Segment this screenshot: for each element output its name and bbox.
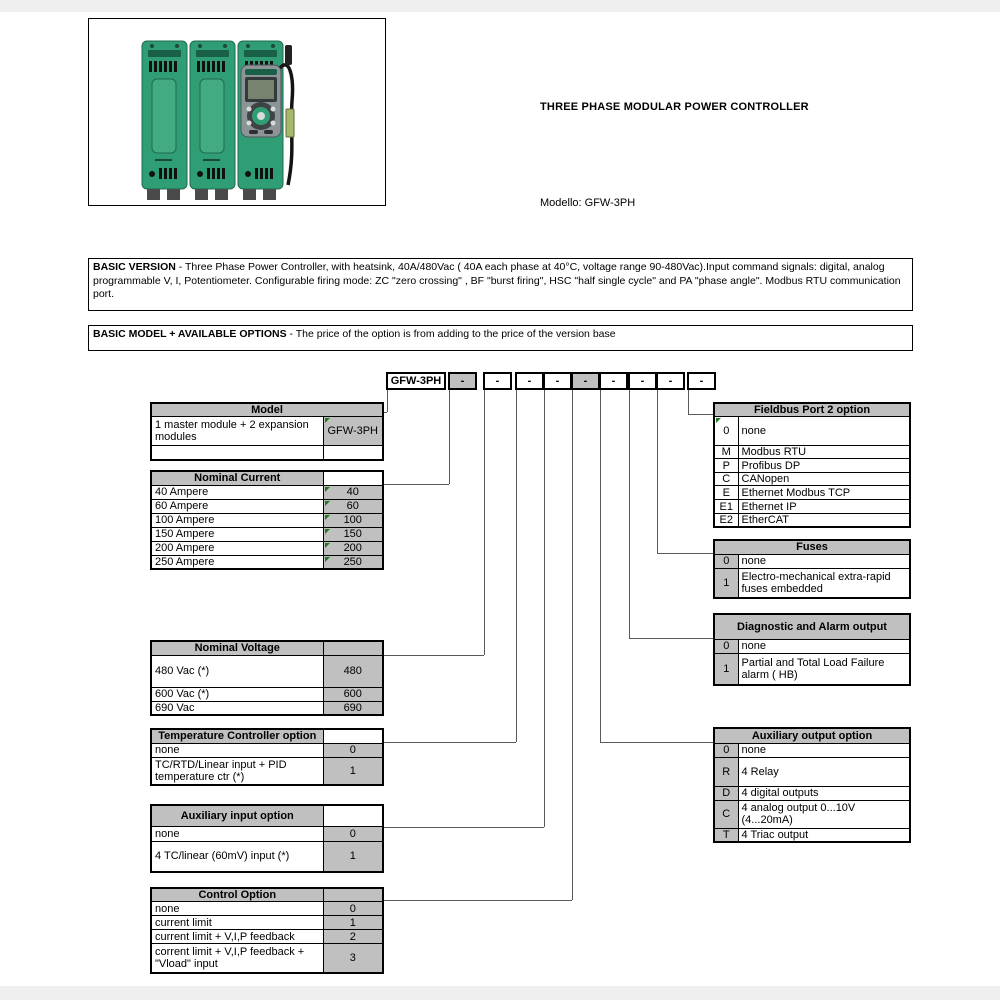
connector-horizontal-4 — [382, 742, 516, 743]
basic-model-label: BASIC MODEL + AVAILABLE OPTIONS — [93, 328, 287, 340]
table-header-spacer — [323, 641, 383, 655]
table-fuses — [713, 539, 911, 599]
option-code: 0 — [714, 554, 738, 568]
excel-comment-marker — [325, 501, 330, 506]
table-row — [714, 473, 910, 486]
table-header: Nominal Voltage — [151, 641, 323, 655]
option-label: 600 Vac (*) — [151, 687, 323, 701]
option-label: 150 Ampere — [151, 527, 323, 541]
connector-vertical-6 — [572, 390, 573, 900]
table-header-spacer — [323, 729, 383, 743]
table-header-row — [151, 403, 383, 417]
table-row — [151, 541, 383, 555]
connector-horizontal-6 — [382, 900, 572, 901]
option-label: CANopen — [738, 473, 910, 486]
order-code-base: GFW-3PH — [386, 372, 446, 390]
option-label: current limit + V,I,P feedback — [151, 930, 323, 944]
option-code: 0 — [714, 743, 738, 757]
connector-horizontal-9 — [657, 553, 713, 554]
option-code: 0 — [323, 743, 383, 757]
connector-horizontal-10 — [688, 414, 713, 415]
table-header-spacer — [323, 805, 383, 826]
option-code: P — [714, 459, 738, 473]
option-code: E1 — [714, 500, 738, 514]
table-temp-controller — [150, 728, 384, 786]
table-row — [714, 653, 910, 685]
table-row — [714, 639, 910, 653]
model-line: Modello: GFW-3PH — [540, 197, 636, 209]
order-code-slot-8: - — [656, 372, 685, 390]
excel-comment-marker — [325, 487, 330, 492]
option-code: T — [714, 828, 738, 842]
option-label: Partial and Total Load Failure alarm ( HB) — [738, 653, 910, 685]
table-row — [714, 568, 910, 598]
connector-vertical-4 — [516, 390, 517, 742]
connector-vertical-5 — [544, 390, 545, 827]
option-label: Ethernet Modbus TCP — [738, 486, 910, 500]
option-code: D — [714, 786, 738, 800]
table-model — [150, 402, 384, 461]
option-code: 60 — [323, 499, 383, 513]
option-code: 0 — [323, 826, 383, 841]
option-code: 1 — [323, 757, 383, 785]
option-label: 250 Ampere — [151, 555, 323, 569]
option-label: none — [151, 902, 323, 916]
table-row — [714, 486, 910, 500]
table-header: Control Option — [151, 888, 323, 902]
option-label: 4 analog output 0...10V (4...20mA) — [738, 800, 910, 828]
option-label: 4 TC/linear (60mV) input (*) — [151, 841, 323, 872]
table-row — [714, 446, 910, 459]
table-header-row — [151, 641, 383, 655]
option-code: 1 — [323, 916, 383, 930]
table-row — [714, 459, 910, 473]
excel-comment-marker — [716, 418, 721, 423]
table-header: Nominal Current — [151, 471, 323, 485]
basic-version-block — [88, 258, 913, 311]
connector-vertical-2 — [449, 390, 450, 484]
table-row — [151, 513, 383, 527]
table-row — [151, 826, 383, 841]
table-row — [714, 514, 910, 528]
table-header-row — [151, 805, 383, 826]
table-row — [151, 916, 383, 930]
option-label: TC/RTD/Linear input + PID temperature ctr (*) — [151, 757, 323, 785]
basic-model-text: - The price of the option is from adding to the price of the version base — [286, 328, 616, 340]
option-code: 200 — [323, 541, 383, 555]
option-label: none — [151, 743, 323, 757]
option-code: 600 — [323, 687, 383, 701]
table-header: Auxiliary output option — [714, 728, 910, 743]
table-header-row — [714, 540, 910, 554]
option-label: none — [738, 743, 910, 757]
table-row — [151, 930, 383, 944]
option-code — [323, 446, 383, 460]
basic-model-block — [88, 325, 913, 351]
option-label: 690 Vac — [151, 701, 323, 715]
table-header-spacer — [323, 888, 383, 902]
option-label: Modbus RTU — [738, 446, 910, 459]
table-aux-output — [713, 727, 911, 843]
option-label: 100 Ampere — [151, 513, 323, 527]
connector-vertical-1 — [387, 390, 388, 412]
option-label — [151, 446, 323, 460]
option-label: Profibus DP — [738, 459, 910, 473]
table-row — [151, 944, 383, 973]
connector-horizontal-7 — [600, 742, 713, 743]
option-label: 4 Triac output — [738, 828, 910, 842]
connector-vertical-10 — [688, 390, 689, 414]
table-header: Fuses — [714, 540, 910, 554]
table-row — [151, 555, 383, 569]
table-header-row — [714, 403, 910, 417]
excel-comment-marker — [325, 529, 330, 534]
option-code: E2 — [714, 514, 738, 528]
option-code: 0 — [714, 639, 738, 653]
option-code: R — [714, 757, 738, 786]
order-code-slot-4: - — [543, 372, 572, 390]
option-label: none — [738, 417, 910, 446]
option-label: 200 Ampere — [151, 541, 323, 555]
table-header-row — [151, 471, 383, 485]
option-code: 150 — [323, 527, 383, 541]
table-header: Fieldbus Port 2 option — [714, 403, 910, 417]
order-code-slot-2: - — [483, 372, 512, 390]
option-label: corrent limit + V,I,P feedback + "Vload" input — [151, 944, 323, 973]
option-label: current limit — [151, 916, 323, 930]
table-row — [151, 701, 383, 715]
option-code: 1 — [714, 568, 738, 598]
option-code: 250 — [323, 555, 383, 569]
option-code: C — [714, 473, 738, 486]
page-title: THREE PHASE MODULAR POWER CONTROLLER — [540, 101, 809, 113]
option-code: 690 — [323, 701, 383, 715]
table-row — [151, 902, 383, 916]
table-row — [714, 500, 910, 514]
excel-comment-marker — [325, 418, 330, 423]
option-label: Electro-mechanical extra-rapid fuses embedded — [738, 568, 910, 598]
option-label: none — [738, 639, 910, 653]
option-code: 1 — [323, 841, 383, 872]
table-header-row — [151, 729, 383, 743]
table-row — [151, 841, 383, 872]
excel-comment-marker — [325, 515, 330, 520]
option-label: none — [738, 554, 910, 568]
option-label: 4 Relay — [738, 757, 910, 786]
table-row — [151, 527, 383, 541]
option-code: 0 — [323, 902, 383, 916]
option-code: 0 — [714, 417, 738, 446]
order-code-slot-1: - — [448, 372, 477, 390]
connector-horizontal-5 — [382, 827, 544, 828]
option-label: none — [151, 826, 323, 841]
excel-comment-marker — [325, 543, 330, 548]
option-label: 4 digital outputs — [738, 786, 910, 800]
option-label: 480 Vac (*) — [151, 655, 323, 687]
table-row — [714, 554, 910, 568]
option-code: M — [714, 446, 738, 459]
table-header-spacer — [323, 471, 383, 485]
connector-vertical-7 — [600, 390, 601, 742]
table-row — [151, 499, 383, 513]
table-header-row — [151, 888, 383, 902]
table-header-row — [714, 614, 910, 639]
table-header: Diagnostic and Alarm output — [714, 614, 910, 639]
option-label: 40 Ampere — [151, 485, 323, 499]
table-nominal-voltage — [150, 640, 384, 716]
table-header: Temperature Controller option — [151, 729, 323, 743]
order-code-slot-3: - — [515, 372, 544, 390]
page-margin-top — [0, 0, 1000, 12]
table-row — [151, 485, 383, 499]
table-control-option — [150, 887, 384, 974]
order-code-slot-7: - — [628, 372, 657, 390]
option-code: 480 — [323, 655, 383, 687]
option-code: 2 — [323, 930, 383, 944]
option-code: GFW-3PH — [323, 417, 383, 446]
table-row — [714, 743, 910, 757]
table-row — [151, 446, 383, 460]
connector-vertical-8 — [629, 390, 630, 638]
table-row — [151, 687, 383, 701]
product-image — [89, 19, 385, 205]
option-label: 60 Ampere — [151, 499, 323, 513]
table-diagnostic — [713, 613, 911, 686]
table-header-row — [714, 728, 910, 743]
page-margin-bottom — [0, 986, 1000, 1000]
table-row — [714, 800, 910, 828]
table-row — [151, 655, 383, 687]
table-header: Auxiliary input option — [151, 805, 323, 826]
table-row — [714, 786, 910, 800]
connector-horizontal-3 — [382, 655, 484, 656]
option-code: 1 — [714, 653, 738, 685]
basic-version-label: BASIC VERSION — [93, 261, 176, 273]
option-code: 3 — [323, 944, 383, 973]
table-header: Model — [151, 403, 383, 417]
product-image-frame — [88, 18, 386, 206]
excel-comment-marker — [325, 557, 330, 562]
connector-horizontal-8 — [629, 638, 713, 639]
table-row — [151, 743, 383, 757]
option-label: 1 master module + 2 expansion modules — [151, 417, 323, 446]
order-code-slot-5: - — [571, 372, 600, 390]
table-row — [151, 757, 383, 785]
basic-version-text: - Three Phase Power Controller, with heatsink, 40A/480Vac ( 40A each phase at 40°C, voltage range 90-480Vac).Input command signals: digital, analog programmable V, I, Potentiometer. Configurable firing mode: ZC "zero crossing" , BF "burst firing", HSC "half single cycle" and PA "phase angle". Modbus RTU communication port. — [93, 261, 901, 301]
option-code: C — [714, 800, 738, 828]
table-nominal-current — [150, 470, 384, 570]
connector-vertical-9 — [657, 390, 658, 553]
table-aux-input — [150, 804, 384, 873]
option-code: 40 — [323, 485, 383, 499]
option-code: 100 — [323, 513, 383, 527]
connector-horizontal-2 — [382, 484, 449, 485]
table-row — [151, 417, 383, 446]
table-row — [714, 417, 910, 446]
option-label: Ethernet IP — [738, 500, 910, 514]
order-code-slot-6: - — [599, 372, 628, 390]
table-fieldbus — [713, 402, 911, 528]
connector-vertical-3 — [484, 390, 485, 655]
table-row — [714, 757, 910, 786]
option-label: EtherCAT — [738, 514, 910, 528]
option-code: E — [714, 486, 738, 500]
table-row — [714, 828, 910, 842]
order-code-slot-9: - — [687, 372, 716, 390]
